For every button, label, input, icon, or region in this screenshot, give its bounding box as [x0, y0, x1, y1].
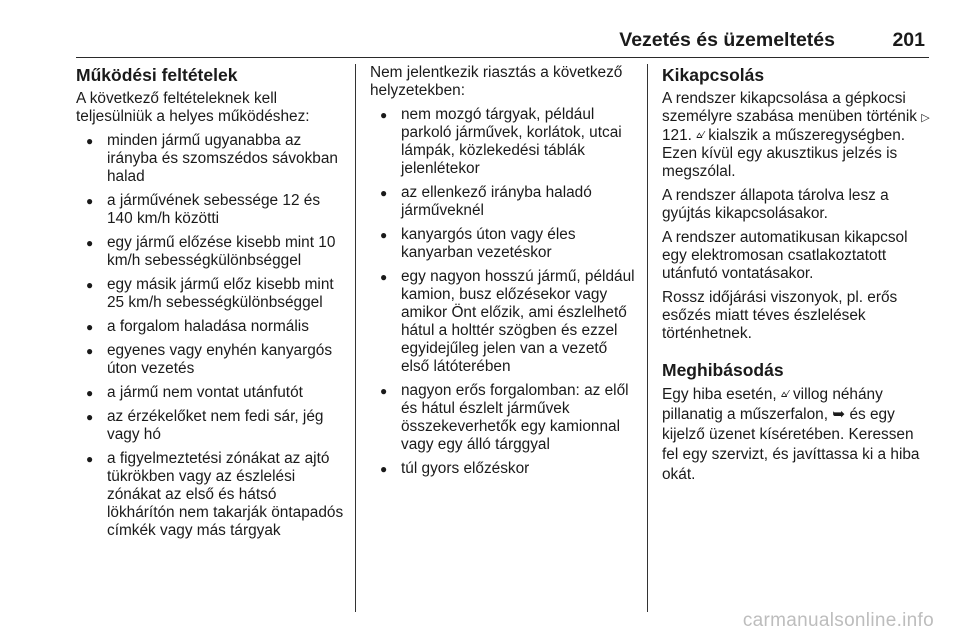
- conditions-intro: A következő feltételeknek kell teljesülniük a helyes működéshez:: [76, 90, 310, 125]
- heading-switch-off: Kikapcsolás: [662, 65, 765, 85]
- fault-text-c: és egy kijelző üzenet kíséretében. Keressen fel egy szervizt, és javíttassa ki a hiba okát.: [662, 406, 920, 483]
- list-item: ● nem mozgó tárgyak, például parkoló járművek, korlátok, utcai lámpák, közlekedési táblák jelenlétekor: [370, 106, 638, 178]
- trailer-paragraph: A rendszer automatikusan kikapcsol egy elektromosan csatlakoztatott utánfutó vontatásakor.: [662, 229, 908, 282]
- fault-text-b: villog néhány pillanatig a műszerfalon,: [662, 386, 883, 423]
- fault-text-a: Egy hiba esetén,: [662, 386, 777, 403]
- list-item: ● egy nagyon hosszú jármű, például kamion, busz előzésekor vagy amikor Önt előzik, ami észlelhető hátul a holttér szögben és ezzel egyidejűleg jelen van a vezető első látóterében: [370, 268, 638, 376]
- page-header: [76, 29, 929, 58]
- column-divider-2: [647, 64, 648, 612]
- heading-operating-conditions: Működési feltételek: [76, 65, 238, 85]
- watermark: carmanualsonline.info: [742, 610, 934, 631]
- list-item: ● túl gyors előzéskor: [370, 460, 638, 478]
- switch-off-text-a: A rendszer kikapcsolása a gépkocsi személyre szabása menüben történik: [662, 90, 917, 125]
- fault-paragraph: [662, 385, 930, 485]
- conditions-list: [76, 132, 348, 540]
- no-alert-intro: Nem jelentkezik riasztás a következő helyzetekben:: [370, 64, 623, 99]
- list-item: ● az érzékelőket nem fedi sár, jég vagy hó: [76, 408, 348, 444]
- column-divider-1: [355, 64, 356, 612]
- list-item: ● minden jármű ugyanabba az irányba és szomszédos sávokban halad: [76, 132, 348, 186]
- service-wrench-icon: ➥: [832, 406, 846, 423]
- page-reference-arrow-icon: ▷: [921, 112, 930, 124]
- state-stored-paragraph: A rendszer állapota tárolva lesz a gyújtás kikapcsolásakor.: [662, 187, 889, 222]
- heading-fault: Meghibásodás: [662, 360, 784, 380]
- column-2: [370, 64, 638, 484]
- list-item: ● a járművének sebessége 12 és 140 km/h közötti: [76, 192, 348, 228]
- switch-off-paragraph: [662, 90, 930, 181]
- list-item: ● a jármű nem vontat utánfutót: [76, 384, 348, 402]
- column-1: [76, 64, 348, 546]
- switch-off-text-b: kialszik a műszeregységben. Ezen kívül egy akusztikus jelzés is megszólal.: [662, 127, 906, 180]
- list-item: ● egy jármű előzése kisebb mint 10 km/h sebességkülönbséggel: [76, 234, 348, 270]
- no-alert-list: [370, 106, 638, 478]
- list-item: ● egyenes vagy enyhén kanyargós úton vezetés: [76, 342, 348, 378]
- list-item: ● a forgalom haladása normális: [76, 318, 348, 336]
- blind-spot-warning-icon: ⩟⁄: [780, 389, 789, 400]
- list-item: ● kanyargós úton vagy éles kanyarban vezetéskor: [370, 226, 638, 262]
- page-number: 201: [892, 29, 925, 51]
- blind-spot-warning-icon: ⩟⁄: [696, 130, 704, 141]
- list-item: ● a figyelmeztetési zónákat az ajtó tükrökben vagy az észlelési zónákat az első és hátsó lökhárítón nem takarják öntapadós címkék vagy más tárgyak: [76, 450, 348, 540]
- list-item: ● nagyon erős forgalomban: az elől és hátul észlelt járművek összekeverhetők egy kamionnal vagy egy álló tárggyal: [370, 382, 638, 454]
- column-3: [662, 64, 930, 491]
- weather-paragraph: Rossz időjárási viszonyok, pl. erős esőzés miatt téves észlelések történhetnek.: [662, 289, 898, 342]
- list-item: ● az ellenkező irányba haladó járműveknél: [370, 184, 638, 220]
- page-reference-link[interactable]: 121.: [662, 127, 692, 144]
- section-title: Vezetés és üzemeltetés: [619, 29, 835, 51]
- list-item: ● egy másik jármű előz kisebb mint 25 km/h sebességkülönbséggel: [76, 276, 348, 312]
